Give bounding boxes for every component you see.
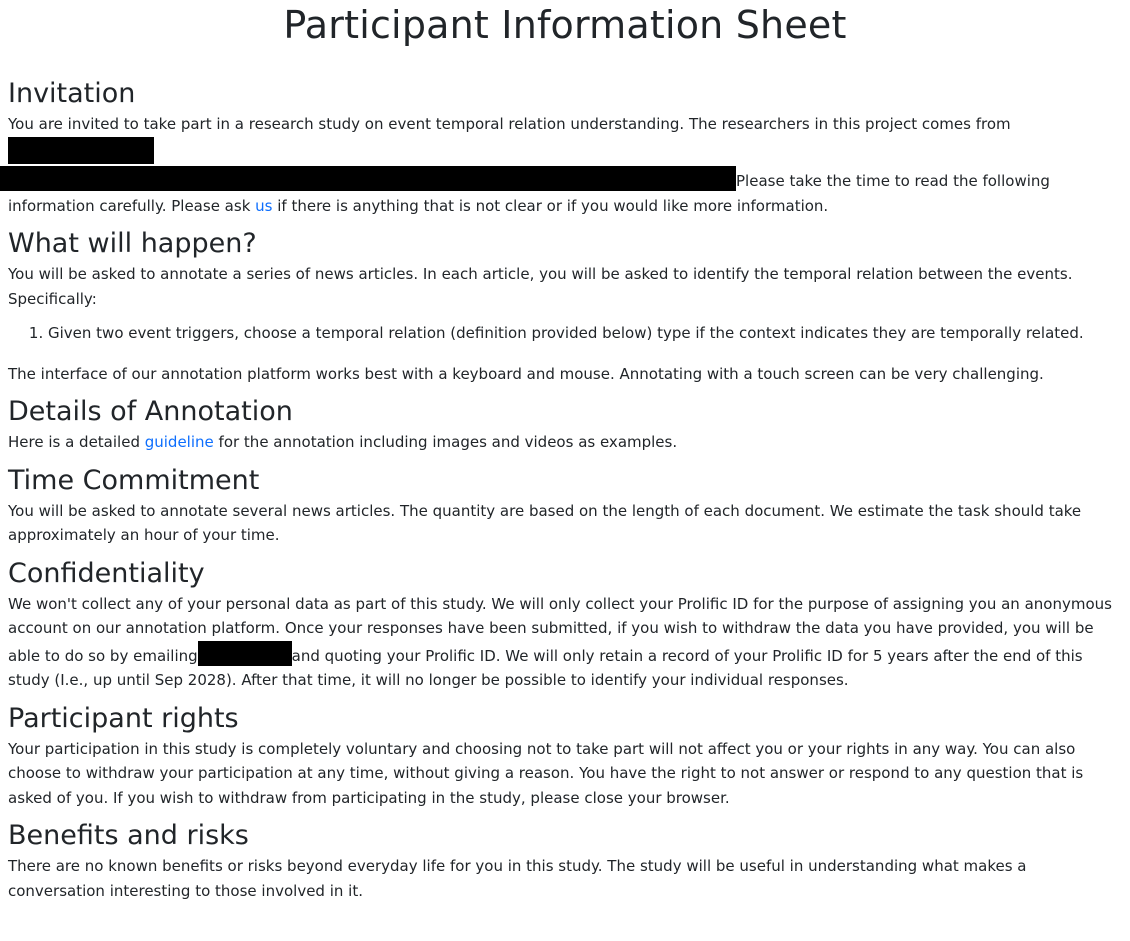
invitation-heading: Invitation <box>8 78 136 109</box>
interface-note: The interface of our annotation platform works best with a keyboard and mouse. Annotating with a touch screen can be very challenging. <box>8 364 1044 383</box>
confidentiality-heading: Confidentiality <box>8 557 205 589</box>
contact-us-link[interactable]: us <box>255 196 273 215</box>
page-title: Participant Information Sheet <box>283 3 847 47</box>
invitation-text-part-3: if there is anything that is not clear or if you would like more information. <box>272 196 829 215</box>
redacted-block <box>0 166 736 191</box>
details-text-part-2: for the annotation including images and videos as examples. <box>213 433 678 451</box>
time-commitment-heading: Time Commitment <box>8 464 260 496</box>
guideline-link[interactable]: guideline <box>144 433 214 451</box>
details-text <box>8 430 1122 455</box>
details-heading: Details of Annotation <box>8 396 293 427</box>
list-item: 1. Given two event triggers, choose a temporal relation (definition provided below) type if the context indicates they are temporally related. <box>48 321 1122 346</box>
invitation-text-part-2: Please take the time to read the following information carefully. Please ask <box>8 172 1050 215</box>
what-will-happen-intro: You will be asked to annotate a series of news articles. In each article, you will be asked to identify the temporal relation between the events. Specifically: <box>8 265 1073 308</box>
confidentiality-text-part-1: We won't collect any of your personal data as part of this study. We will only collect your Prolific ID for the purpose of assigning you an anonymous account on our annotation platform. Once your responses have been submitted, if you wish to withdraw the data you have provided, you will be able to do so by emailing <box>8 594 1112 665</box>
details-text-part-1: Here is a detailed <box>8 433 145 451</box>
information-sheet <box>8 0 1122 903</box>
invitation-text <box>8 112 1122 218</box>
what-will-happen-heading: What will happen? <box>8 228 257 259</box>
redacted-block <box>8 137 154 164</box>
confidentiality-text <box>8 592 1122 693</box>
participant-rights-text: Your participation in this study is completely voluntary and choosing not to take part will not affect you or your rights in any way. You can also choose to withdraw your participation at any time, without giving a reason. You have the right to not answer or respond to any question that is asked of you. If you wish to withdraw from participating in the study, please close your browser. <box>8 739 1084 807</box>
time-commitment-text: You will be asked to annotate several news articles. The quantity are based on the length of each document. We estimate the task should take approximately an hour of your time. <box>8 501 1082 544</box>
invitation-text-part-1: You are invited to take part in a research study on event temporal relation understanding. The researchers in this project comes from <box>8 115 1011 133</box>
redacted-block <box>198 641 292 666</box>
participant-rights-heading: Participant rights <box>8 702 239 734</box>
confidentiality-text-part-2: and quoting your Prolific ID. We will only retain a record of your Prolific ID for 5 years after the end of this study (I.e., up until Sep 2028). After that time, it will no longer be possible to identify your individual responses. <box>8 646 1083 689</box>
benefits-risks-heading: Benefits and risks <box>8 820 249 851</box>
benefits-risks-text: There are no known benefits or risks beyond everyday life for you in this study. The study will be useful in understanding what makes a conversation interesting to those involved in it. <box>8 857 1027 900</box>
task-list <box>8 321 1122 346</box>
